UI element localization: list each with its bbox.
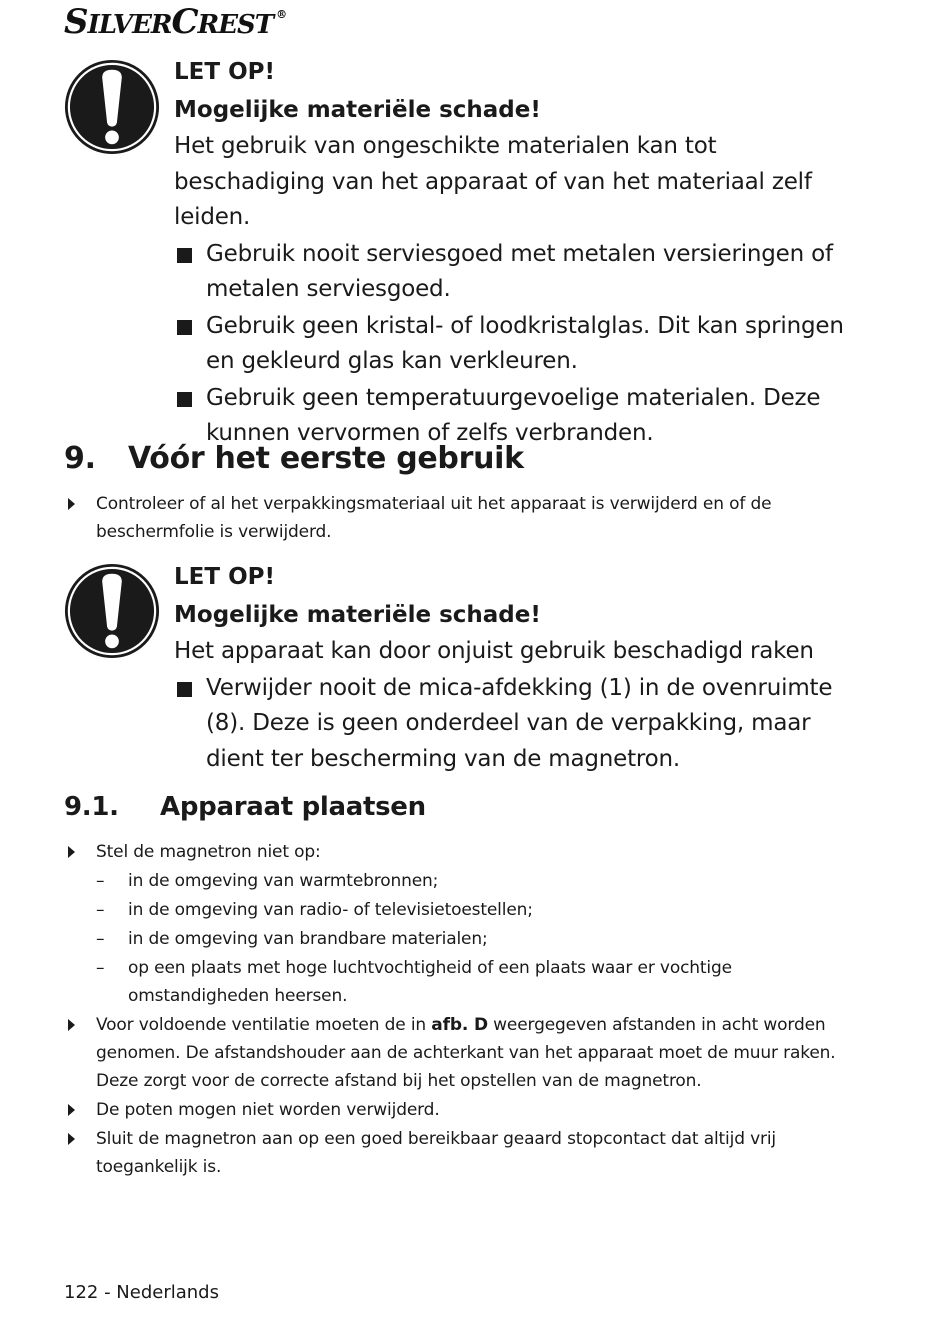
warning-item: Gebruik geen kristal- of loodkristalglas. Dit kan springen en gekleurd glas kan verkleuren. <box>174 309 864 380</box>
black-square-icon <box>177 392 192 407</box>
list-item: De poten mogen niet worden verwijderd. <box>64 1096 864 1124</box>
triangle-right-icon <box>68 498 75 510</box>
black-square-icon <box>177 682 192 697</box>
logo-text: SILVERCREST <box>64 2 274 42</box>
warning-intro: Het apparaat kan door onjuist gebruik beschadigd raken <box>174 638 814 664</box>
black-square-icon <box>177 320 192 335</box>
list-item: Controleer of al het verpakkingsmateriaal uit het apparaat is verwijderd en of de beschermfolie is verwijderd. <box>64 490 864 546</box>
sub-list <box>96 867 864 1010</box>
section-heading-9: 9. Vóór het eerste gebruik <box>64 441 524 476</box>
warning-item: Gebruik nooit serviesgoed met metalen versieringen of metalen serviesgoed. <box>174 237 864 308</box>
section-9-1-list <box>64 837 864 1182</box>
triangle-right-icon <box>68 1133 75 1145</box>
warning-item: Verwijder nooit de mica-afdekking (1) in de ovenruimte (8). Deze is geen onderdeel van de verpakking, maar dient ter bescherming van de magnetron. <box>174 671 864 778</box>
warning-block-2 <box>174 558 864 778</box>
warning-list <box>174 237 864 452</box>
triangle-right-icon <box>68 846 75 858</box>
exclamation-circle-icon <box>63 58 161 156</box>
triangle-right-icon <box>68 1019 75 1031</box>
section-9-list <box>64 489 864 547</box>
sub-list-item: – in de omgeving van radio- of televisietoestellen; <box>96 900 533 920</box>
warning-list <box>174 671 864 778</box>
warning-block-1 <box>174 53 864 453</box>
triangle-right-icon <box>68 1104 75 1116</box>
black-square-icon <box>177 248 192 263</box>
warning-title: LET OP! <box>174 59 275 85</box>
warning-item: Gebruik geen temperatuurgevoelige materialen. Deze kunnen vervormen of zelfs verbranden. <box>174 381 864 452</box>
sub-list-item: – in de omgeving van warmtebronnen; <box>96 871 439 891</box>
figure-reference: afb. D <box>431 1015 488 1035</box>
sub-list-item: – in de omgeving van brandbare materialen; <box>96 929 488 949</box>
silvercrest-logo <box>64 2 286 42</box>
exclamation-circle-icon <box>63 562 161 660</box>
sub-list-item: – op een plaats met hoge luchtvochtigheid of een plaats waar er vochtige omstandigheden heersen. <box>96 958 732 1006</box>
warning-intro: Het gebruik van ongeschikte materialen kan tot beschadiging van het apparaat of van het materiaal zelf leiden. <box>174 133 812 230</box>
list-item: Sluit de magnetron aan op een goed bereikbaar geaard stopcontact dat altijd vrij toegankelijk is. <box>64 1125 864 1181</box>
list-item: Voor voldoende ventilatie moeten de in afb. D weergegeven afstanden in acht worden genomen. De afstandshouder aan de achterkant van het apparaat moet de muur raken. Deze zorgt voor de correcte afstand bij het opstellen van de magnetron. <box>64 1011 864 1095</box>
warning-subtitle: Mogelijke materiële schade! <box>174 97 541 123</box>
registered-mark: ® <box>276 8 287 21</box>
list-item: Stel de magnetron niet op: – in de omgeving van warmtebronnen; – in de omgeving van radio- of televisietoestellen; – in de omgeving van brandbare materialen; – op een plaats met hoge luchtvochtigheid of een plaats waar er vochtige omstandigheden heersen. <box>64 838 864 1010</box>
warning-subtitle: Mogelijke materiële schade! <box>174 602 541 628</box>
section-heading-9-1: 9.1. Apparaat plaatsen <box>64 792 426 822</box>
page-footer: 122 - Nederlands <box>64 1282 219 1303</box>
warning-title: LET OP! <box>174 564 275 590</box>
